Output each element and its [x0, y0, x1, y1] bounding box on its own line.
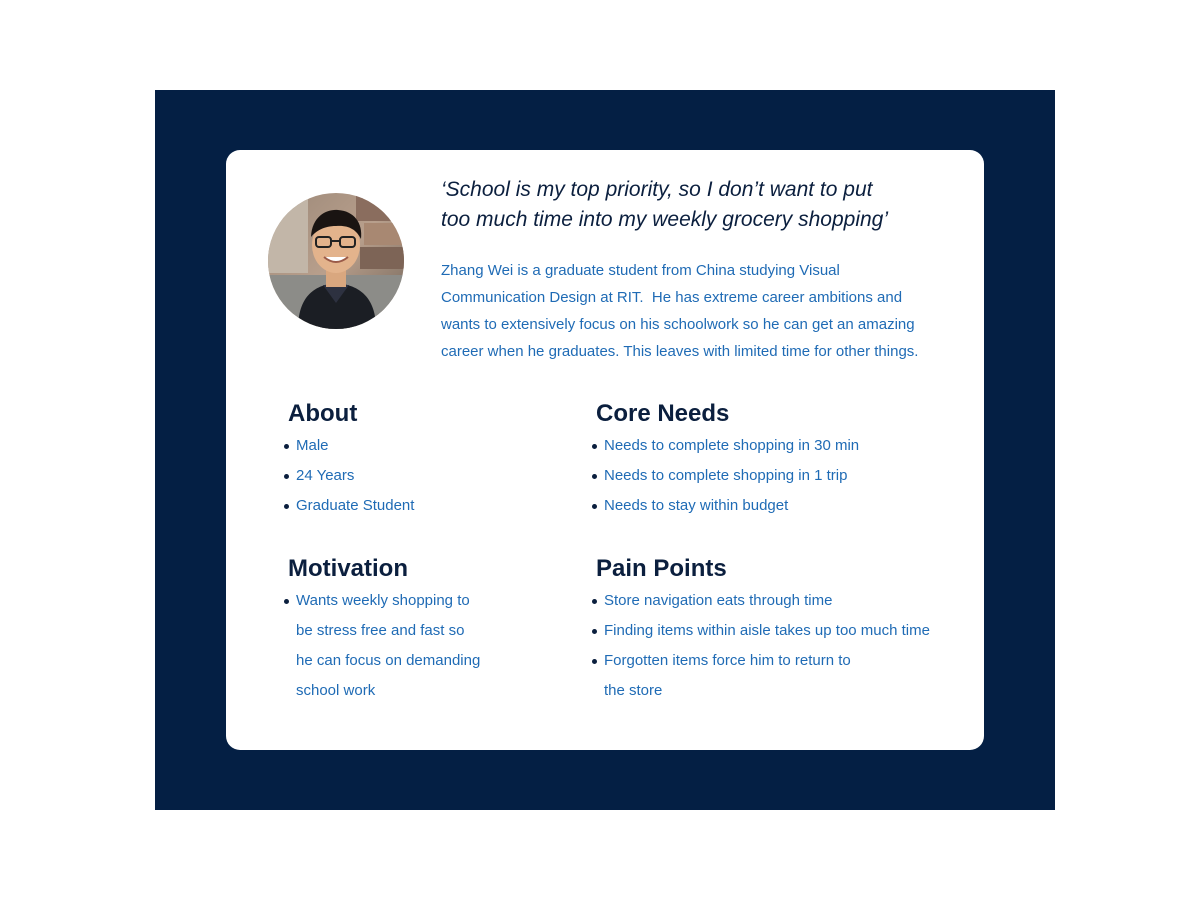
list-item: Finding items within aisle takes up too much time — [604, 616, 976, 646]
quote-line: ‘School is my top priority, so I don’t want to put — [441, 178, 873, 201]
core-needs-section — [596, 399, 976, 521]
list-item: Needs to complete shopping in 1 trip — [604, 461, 976, 491]
list-item: Needs to complete shopping in 30 min — [604, 431, 976, 461]
motivation-section — [288, 554, 548, 706]
list-item-line: Forgotten items force him to return to — [604, 652, 851, 669]
list-item: Male — [296, 431, 548, 461]
list-item-line: Wants weekly shopping to — [296, 592, 470, 609]
bio-line: Communication Design at RIT. He has extreme career ambitions and — [441, 289, 903, 306]
persona-bio — [441, 257, 971, 365]
section-title: About — [288, 400, 358, 427]
list-item — [604, 646, 976, 706]
motivation-list — [288, 586, 548, 706]
bio-line: Zhang Wei is a graduate student from China studying Visual — [441, 262, 840, 279]
persona-avatar — [268, 193, 404, 329]
bio-line: career when he graduates. This leaves with limited time for other things. — [441, 343, 919, 360]
list-item-line: school work — [296, 682, 376, 699]
core-needs-list — [596, 431, 976, 521]
list-item: Needs to stay within budget — [604, 491, 976, 521]
pain-points-section — [596, 554, 976, 706]
pain-points-list — [596, 586, 976, 706]
list-item-line: the store — [604, 682, 663, 699]
quote-line: too much time into my weekly grocery shopping’ — [441, 208, 889, 231]
list-item-line: be stress free and fast so — [296, 622, 465, 639]
list-item — [296, 586, 548, 706]
bio-line: wants to extensively focus on his schoolwork so he can get an amazing — [441, 316, 915, 333]
section-title: Pain Points — [596, 555, 727, 582]
portrait-photo-icon — [268, 193, 404, 329]
persona-quote — [441, 175, 961, 235]
about-list — [288, 431, 548, 521]
section-title: Core Needs — [596, 400, 730, 427]
list-item: Graduate Student — [296, 491, 548, 521]
about-section — [288, 399, 548, 521]
section-title: Motivation — [288, 555, 408, 582]
list-item: Store navigation eats through time — [604, 586, 976, 616]
list-item-line: he can focus on demanding — [296, 652, 481, 669]
list-item: 24 Years — [296, 461, 548, 491]
